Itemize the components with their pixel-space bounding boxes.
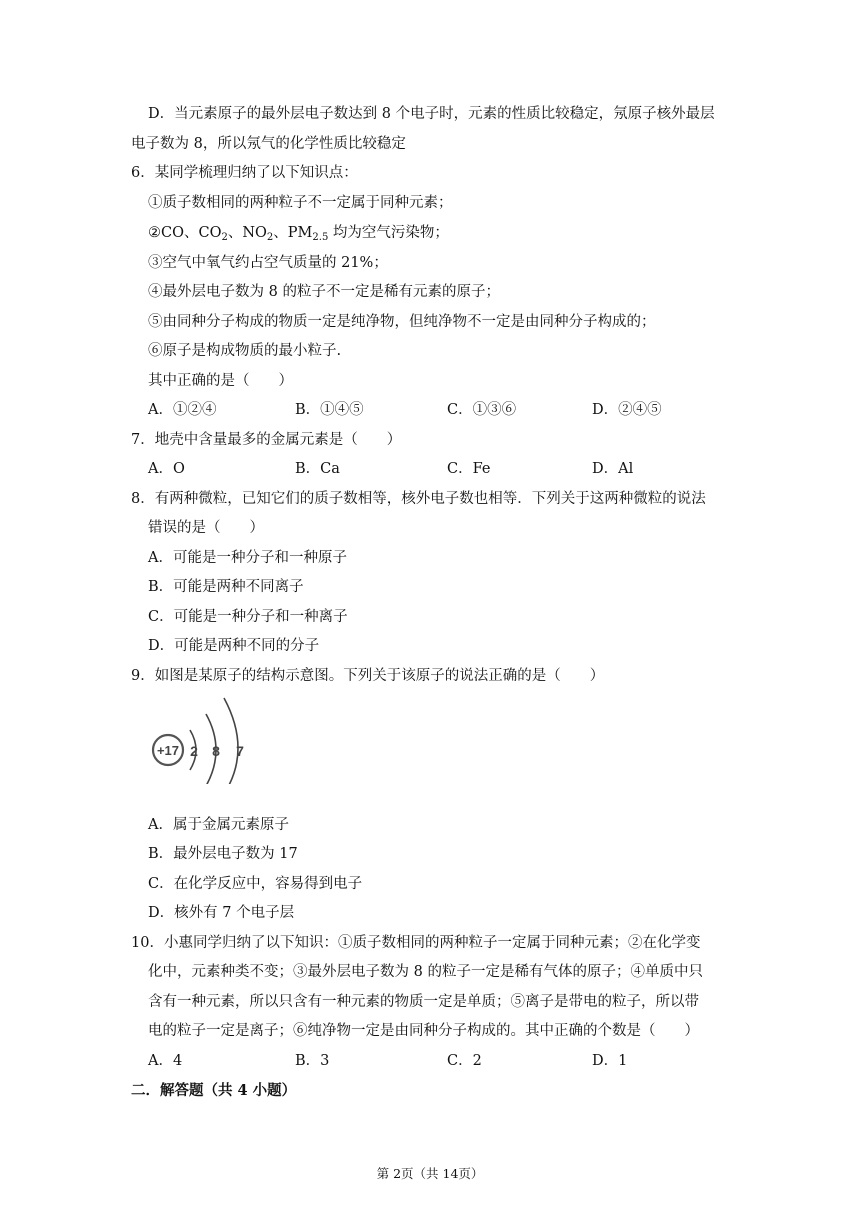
q6-option-a: A．①②④	[148, 402, 217, 418]
q7-option-a: A．O	[148, 461, 185, 477]
q8-option-d: D．可能是两种不同的分子	[148, 638, 320, 654]
section-2-heading: 二．解答题（共 4 小题）	[131, 1082, 297, 1099]
page-footer: 第 2页（共 14页）	[376, 1166, 484, 1181]
q8-option-a: A．可能是一种分子和一种原子	[148, 550, 347, 566]
q6-statement-1: ①质子数相同的两种粒子不一定属于同种元素；	[148, 195, 453, 211]
shell-1-electrons: 2	[190, 743, 198, 759]
q10-option-c: C．2	[447, 1053, 482, 1069]
nucleus-charge: +17	[156, 743, 180, 758]
q9-option-a: A．属于金属元素原子	[148, 817, 289, 833]
q8-stem-line2: 错误的是（ ）	[148, 520, 264, 536]
atom-structure-diagram	[148, 694, 258, 784]
q8-option-b: B．可能是两种不同离子	[148, 579, 304, 595]
q6-statement-6: ⑥原子是构成物质的最小粒子.	[148, 343, 342, 359]
q10-line4: 电的粒子一定是离子；⑥纯净物一定是由同种分子构成的。其中正确的个数是（ ）	[148, 1023, 699, 1039]
q6-ask: 其中正确的是（ ）	[148, 373, 293, 389]
q6-option-c: C．①③⑥	[447, 402, 517, 418]
q6-statement-4: ④最外层电子数为 8 的粒子不一定是稀有元素的原子；	[148, 284, 500, 300]
q7-option-d: D．Al	[592, 461, 634, 477]
q10-line3: 含有一种元素，所以只含有一种元素的物质一定是单质；⑤离子是带电的粒子，所以带	[148, 994, 699, 1010]
q6-statement-5: ⑤由同种分子构成的物质一定是纯净物，但纯净物不一定是由同种分子构成的；	[148, 314, 656, 330]
shell-3-electrons: 7	[236, 743, 244, 759]
q7-option-c: C．Fe	[447, 461, 491, 477]
q6-statement-2: ②CO、$CO_2$、$NO_2$、$PM_{2.5}$ 均为空气污染物；	[148, 225, 449, 243]
q7-option-b: B．Ca	[295, 461, 340, 477]
q10-line2: 化中，元素种类不变；③最外层电子数为 8 的粒子一定是稀有气体的原子；④单质中只	[148, 964, 703, 980]
q8-stem-line1: 8．有两种微粒，已知它们的质子数相等，核外电子数也相等．下列关于这两种微粒的说法	[131, 491, 706, 507]
q10-option-d: D．1	[592, 1053, 628, 1069]
q9-option-b: B．最外层电子数为 17	[148, 846, 298, 862]
q6-option-b: B．①④⑤	[295, 402, 364, 418]
shell-arc-3	[224, 698, 238, 784]
q9-stem: 9．如图是某原子的结构示意图。下列关于该原子的说法正确的是（ ）	[131, 668, 605, 684]
q5-option-d-line1: D．当元素原子的最外层电子数达到 8 个电子时，元素的性质比较稳定，氖原子核外最层	[148, 106, 715, 122]
q9-option-d: D．核外有 7 个电子层	[148, 905, 295, 921]
q6-option-d: D．②④⑤	[592, 402, 662, 418]
q7-stem: 7．地壳中含量最多的金属元素是（ ）	[131, 432, 402, 448]
q10-option-a: A．4	[148, 1053, 183, 1069]
q9-option-c: C．在化学反应中，容易得到电子	[148, 876, 363, 892]
q10-option-b: B．3	[295, 1053, 330, 1069]
q8-option-c: C．可能是一种分子和一种离子	[148, 609, 348, 625]
q6-stem: 6．某同学梳理归纳了以下知识点：	[131, 165, 358, 181]
q6-statement-3: ③空气中氧气约占空气质量的 21%；	[148, 255, 388, 271]
q10-line1: 10．小惠同学归纳了以下知识：①质子数相同的两种粒子一定属于同种元素；②在化学变	[131, 935, 701, 951]
q5-option-d-line2: 电子数为 8，所以氖气的化学性质比较稳定	[131, 136, 406, 152]
shell-2-electrons: 8	[212, 743, 220, 759]
